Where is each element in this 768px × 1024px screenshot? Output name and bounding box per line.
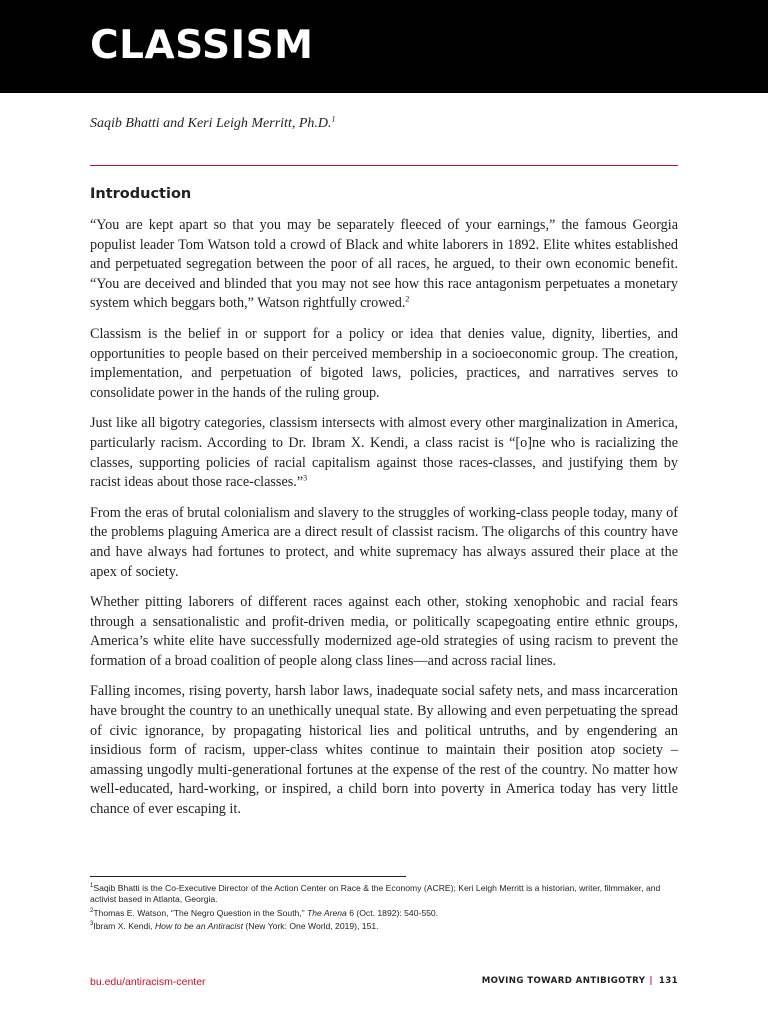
page-title: CLASSISM bbox=[90, 23, 314, 68]
paragraph bbox=[90, 593, 678, 671]
footnote-number: 3 bbox=[90, 921, 94, 928]
paragraph bbox=[90, 325, 678, 403]
footnote-ref[interactable]: 2 bbox=[405, 294, 410, 304]
footnote-publication: How to be an Antiracist bbox=[154, 921, 244, 932]
body-text bbox=[90, 216, 678, 831]
footnote-text: Ibram X. Kendi, bbox=[93, 921, 155, 932]
paragraph bbox=[90, 414, 678, 492]
footnote-citation: 6 (Oct. 1892): 540-550. bbox=[346, 907, 439, 918]
running-footer bbox=[482, 976, 678, 986]
footnote-divider bbox=[90, 876, 406, 877]
paragraph-text: Classism is the belief in or support for a policy or idea that denies value, dignity, liberties, and opportunities to people based on their perceived membership in a socioeconomic group. The creation, implementation, and perpetuation of bigoted laws, policies, practices, and narratives serves to consolidate power in the hands of the ruling group. bbox=[90, 325, 678, 401]
footnote-text: Saqib Bhatti is the Co-Executive Director of the Action Center on Race & the Economy (ACRE); Keri Leigh Merritt is a historian, writer, filmmaker, and activist based in Atlanta, Georgia. bbox=[90, 883, 661, 905]
footnote-ref[interactable]: 3 bbox=[303, 473, 308, 483]
paragraph-text: Whether pitting laborers of different races against each other, stoking xenophobic and racial fears through a sensationalistic and profit-driven media, or politically scapegoating entire ethnic groups, America’s white elite have successfully modernized age-old strategies of using racism to prevent the formation of a broad coalition of people along class lines—and across racial lines. bbox=[90, 594, 678, 669]
byline bbox=[90, 116, 336, 132]
paragraph-text: “You are kept apart so that you may be separately fleeced of your earnings,” the famous Georgia populist leader Tom Watson told a crowd of Black and white laborers in 1892. Elite whites established and perpetuated segregation between the poor of all races, he argued, to their own economic benefit. “You are deceived and blinded that you may not see how this race antagonism perpetuates a monetary system which beggars both,” Watson rightfully crowed. bbox=[90, 217, 678, 312]
section-heading: Introduction bbox=[90, 186, 192, 202]
paragraph-text: Just like all bigotry categories, classism intersects with almost every other marginalization in America, particularly racism. According to Dr. Ibram X. Kendi, a class racist is “[o]ne who is racializing the classes, supporting policies of racial capitalism against those races-classes, and justifying them by racist ideas about those race-classes.” bbox=[90, 415, 678, 491]
section-divider bbox=[90, 165, 678, 166]
footnote-citation: (New York: One World, 2019), 151. bbox=[243, 921, 379, 932]
footnote-publication: The Arena bbox=[307, 907, 347, 918]
byline-authors: Saqib Bhatti and Keri Leigh Merritt, Ph.D. bbox=[90, 116, 332, 131]
paragraph-text: From the eras of brutal colonialism and slavery to the struggles of working-class people today, many of the problems plaguing America are a direct result of classist racism. The oligarchs of this country have and have always had fortunes to protect, and white supremacy has always assured their place at the apex of society. bbox=[90, 504, 678, 580]
footer-separator: | bbox=[649, 976, 653, 986]
title-band bbox=[0, 0, 768, 93]
footnotes bbox=[90, 883, 680, 935]
book-title: MOVING TOWARD ANTIBIGOTRY bbox=[481, 976, 646, 986]
byline-footnote-ref[interactable]: 1 bbox=[331, 114, 336, 124]
footnote-2 bbox=[90, 908, 680, 919]
paragraph bbox=[90, 216, 678, 314]
paragraph bbox=[90, 504, 678, 582]
paragraph-text: Falling incomes, rising poverty, harsh labor laws, inadequate social safety nets, and mass incarceration have brought the country to an unethically unequal state. By allowing and even perpetuating the spread of civic ignorance, by propagating historical lies and political untruths, and by engendering an insidious form of racism, upper-class whites continue to maintain their position atop society – amassing ungodly multi-generational fortunes at the expense of the rest of the country. No matter how well-educated, hard-working, or inspired, a child born into poverty in America today has very little chance of ever escaping it. bbox=[90, 683, 678, 818]
paragraph bbox=[90, 682, 678, 819]
footnote-number: 1 bbox=[90, 883, 94, 890]
footer-link[interactable]: bu.edu/antiracism-center bbox=[90, 976, 206, 988]
footnote-1 bbox=[90, 883, 680, 906]
page-number: 131 bbox=[658, 976, 678, 986]
footnote-text: Thomas E. Watson, “The Negro Question in the South,” bbox=[93, 907, 308, 918]
footnote-3 bbox=[90, 921, 680, 932]
footnote-number: 2 bbox=[90, 907, 94, 914]
